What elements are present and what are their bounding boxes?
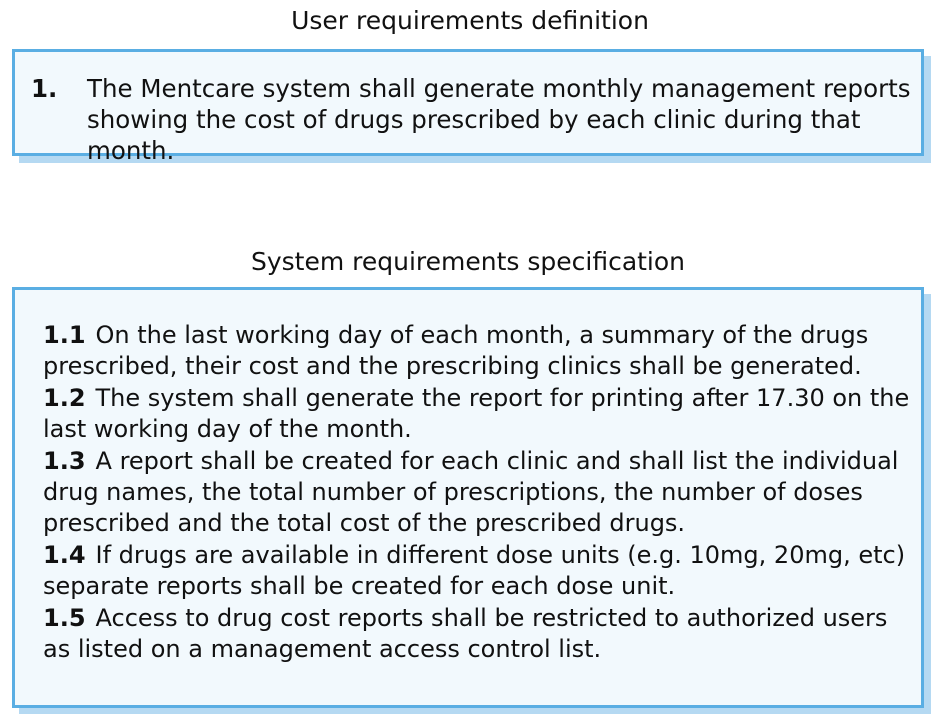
user-requirement-text: The Mentcare system shall generate monthly management reports showing the cost of drugs prescribed by each clinic during that month. [87, 74, 911, 165]
system-requirement-item [43, 320, 911, 383]
system-requirement-number: 1.4 [43, 540, 86, 569]
system-requirement-item [43, 603, 911, 666]
system-requirements-box [12, 287, 924, 708]
system-requirement-number: 1.2 [43, 383, 86, 412]
system-requirement-number: 1.5 [43, 603, 86, 632]
user-requirements-title: User requirements definition [291, 6, 649, 35]
user-requirement-item [31, 73, 913, 166]
system-requirement-item [43, 540, 911, 603]
system-requirement-item [43, 446, 911, 540]
user-requirement-number: 1. [31, 74, 58, 103]
user-requirements-box [12, 49, 924, 165]
system-requirements-title: System requirements specification [250, 247, 686, 276]
system-requirement-item [43, 383, 911, 446]
system-requirement-text: If drugs are available in different dose units (e.g. 10mg, 20mg, etc) separate reports shall be created for each dose unit. [43, 540, 906, 601]
system-requirement-number: 1.1 [43, 321, 86, 349]
system-requirement-text: On the last working day of each month, a summary of the drugs prescribed, their cost and the prescribing clinics shall be generated. [43, 321, 869, 381]
system-requirement-text: A report shall be created for each clinic and shall list the individual drug names, the total number of prescriptions, the number of doses prescribed and the total cost of the prescribed drugs. [43, 446, 899, 538]
system-requirement-text: The system shall generate the report for printing after 17.30 on the last working day of the month. [43, 383, 910, 444]
system-requirements-list [43, 320, 911, 665]
system-requirement-text: Access to drug cost reports shall be restricted to authorized users as listed on a management access control list. [43, 603, 888, 664]
system-requirement-number: 1.3 [43, 446, 86, 475]
